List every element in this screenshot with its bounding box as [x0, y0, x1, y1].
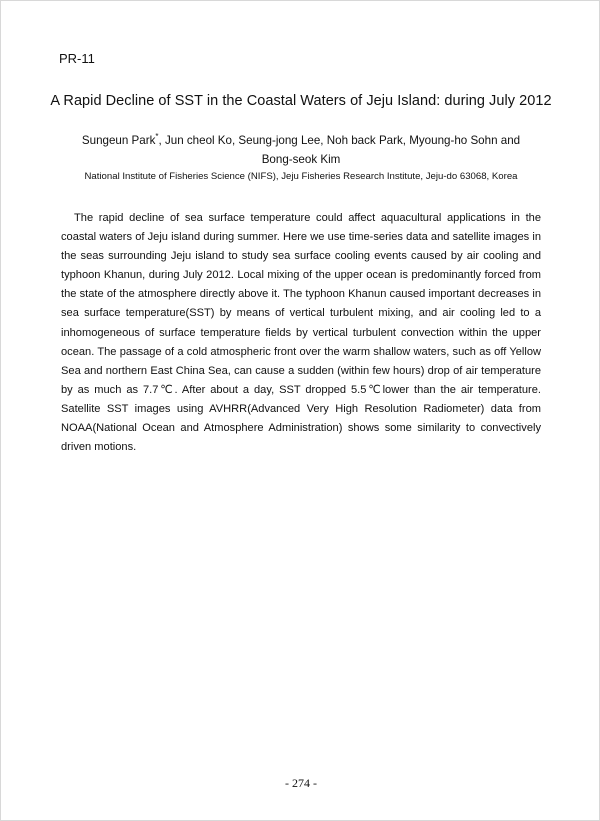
author-list	[71, 131, 531, 169]
corresponding-author-mark: *	[155, 132, 159, 142]
co-authors: , Jun cheol Ko, Seung-jong Lee, Noh back Park, Myoung-ho Sohn and Bong-seok Kim	[158, 134, 521, 166]
first-author: Sungeun Park	[81, 134, 156, 147]
author-affiliation: National Institute of Fisheries Science (NIFS), Jeju Fisheries Research Institute, Jeju-do 63068, Korea	[84, 171, 518, 182]
presentation-code: PR-11	[59, 51, 95, 66]
page-number: - 274 -	[285, 776, 317, 790]
paper-title: A Rapid Decline of SST in the Coastal Waters of Jeju Island: during July 2012	[50, 93, 552, 109]
abstract-body: The rapid decline of sea surface temperature could affect aquacultural applications in the coastal waters of Jeju island during summer. Here we use time-series data and satellite images in the seas surrounding Jeju island to study sea surface cooling events caused by air cooling and typhoon Khanun, during July 2012. Local mixing of the upper ocean is predominantly forced from the state of the atmosphere directly above it. The typhoon Khanun caused important decreases in sea surface temperature(SST) by means of vertical turbulent mixing, and air cooling led to a inhomogeneous of surface temperature fields by vertical turbulent convection within the upper ocean. The passage of a cold atmospheric front over the warm shallow waters, such as off Yellow Sea and northern East China Sea, can cause a sudden (within few hours) drop of air temperature by as much as 7.7℃. After about a day, SST dropped 5.5℃lower than the air temperature. Satellite SST images using AVHRR(Advanced Very High Resolution Radiometer) data from NOAA(National Ocean and Atmosphere Administration) shows some similarity to convectively driven motions.	[61, 212, 541, 454]
